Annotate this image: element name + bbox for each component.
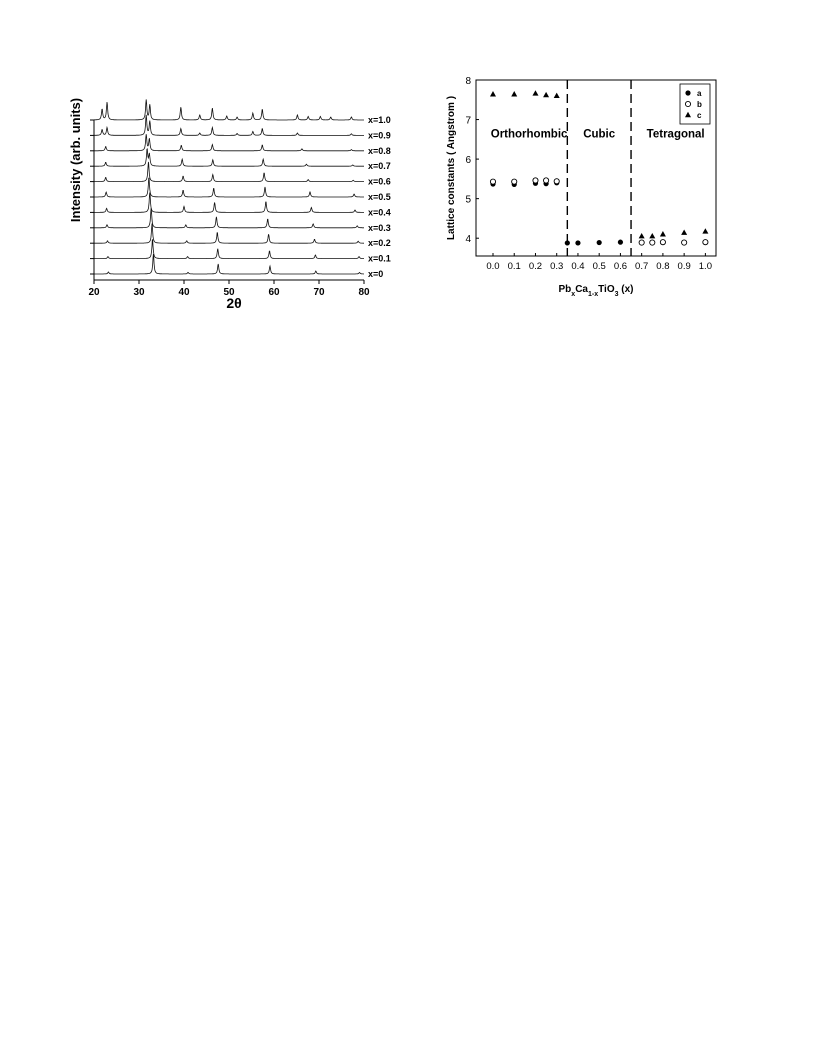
xrd-pattern-trace (94, 162, 364, 182)
phase-region-label: Tetragonal (646, 128, 705, 141)
legend-marker-b (685, 101, 690, 106)
lattice-point-c (702, 228, 708, 233)
xrd-pattern-trace (94, 208, 364, 228)
xrd-x-tick-label: 80 (358, 287, 370, 298)
xrd-pattern-trace (94, 134, 364, 151)
lattice-point-b (543, 178, 548, 183)
xlabel-1x-sub: 1-x (587, 290, 599, 298)
lattice-point-b (682, 240, 687, 245)
lattice-point-b (639, 240, 644, 245)
legend-marker-a (685, 90, 690, 95)
lattice-legend (680, 84, 710, 124)
xrd-pattern-trace (94, 149, 364, 166)
lattice-point-b (533, 178, 538, 183)
lattice-x-tick-label: 0.1 (507, 261, 521, 272)
xrd-x-tick-label: 30 (133, 287, 145, 298)
lattice-x-tick-label: 0.2 (528, 261, 543, 272)
xrd-series-label: x=0.8 (368, 145, 391, 156)
lattice-point-b (512, 179, 517, 184)
lattice-y-tick-label: 5 (465, 194, 471, 206)
lattice-point-c (660, 231, 666, 236)
xrd-series-label: x=0.9 (368, 130, 391, 141)
lattice-point-c (532, 90, 538, 95)
xrd-pattern-trace (94, 115, 364, 135)
xrd-series-label: x=1.0 (368, 115, 391, 125)
xlabel-tail: (x) (618, 284, 634, 295)
lattice-y-tick-label: 4 (465, 234, 471, 246)
xrd-x-tick-label: 50 (223, 287, 235, 298)
xrd-series-label: x=0.4 (368, 207, 391, 218)
xlabel-ca: Ca (575, 284, 588, 295)
xlabel-pb: Pb (558, 284, 572, 295)
lattice-x-tick-label: 0.9 (677, 261, 691, 272)
xrd-pattern-trace (94, 99, 364, 120)
xrd-y-axis-label: Intensity (arb. units) (68, 97, 83, 223)
xrd-chart (64, 74, 391, 324)
lattice-point-c (511, 91, 517, 96)
lattice-x-tick-label: 0.0 (486, 261, 500, 272)
xrd-series-label: x=0.6 (368, 176, 391, 187)
phase-region-label: Orthorhombic (490, 128, 568, 141)
lattice-x-tick-label: 1.0 (698, 261, 712, 272)
xlabel-tio: TiO (598, 284, 615, 295)
xrd-pattern-trace (94, 192, 364, 212)
xrd-x-tick-label: 20 (88, 287, 100, 298)
lattice-x-tick-label: 0.8 (656, 261, 670, 272)
lattice-point-b (650, 240, 655, 245)
lattice-point-c (639, 233, 645, 238)
lattice-point-a (575, 240, 580, 245)
xrd-x-tick-label: 40 (178, 287, 190, 298)
xrd-series-label: x=0.2 (368, 238, 391, 249)
lattice-point-b (703, 240, 708, 245)
xrd-pattern-trace (94, 240, 364, 259)
lattice-chart (440, 74, 740, 304)
xrd-series-label: x=0.7 (368, 161, 391, 172)
xlabel-x-sub: x (571, 290, 576, 298)
lattice-point-a (597, 240, 602, 245)
lattice-x-tick-label: 0.4 (571, 261, 585, 272)
lattice-x-tick-label: 0.6 (613, 261, 628, 272)
lattice-y-tick-label: 6 (465, 155, 471, 167)
xrd-pattern-trace (94, 224, 364, 244)
xrd-series-label: x=0.3 (368, 222, 391, 233)
xrd-x-axis-label: 2θ (226, 295, 242, 311)
lattice-y-tick-label: 7 (465, 115, 471, 127)
lattice-plot (440, 74, 740, 304)
lattice-y-axis-label: Lattice constants ( Angstrom ) (446, 95, 457, 241)
xrd-pattern-trace (94, 178, 364, 197)
lattice-point-b (660, 240, 665, 245)
lattice-x-tick-label: 0.3 (550, 261, 564, 272)
legend-label-b: b (697, 100, 702, 109)
xrd-series-label: x=0 (368, 269, 384, 279)
xrd-x-tick-label: 60 (268, 287, 280, 298)
lattice-point-c (543, 92, 549, 97)
xrd-pattern-trace (94, 254, 364, 274)
lattice-point-c (649, 233, 655, 238)
lattice-point-c (554, 93, 560, 98)
phase-region-label: Cubic (583, 128, 616, 141)
lattice-x-tick-label: 0.5 (592, 261, 606, 272)
lattice-point-a (618, 240, 623, 245)
lattice-x-axis-label (559, 284, 634, 298)
xrd-plot (64, 74, 391, 324)
legend-label-a: a (697, 89, 702, 98)
lattice-y-tick-label: 8 (465, 76, 471, 87)
lattice-point-b (554, 179, 559, 184)
lattice-point-c (490, 91, 496, 96)
lattice-x-tick-label: 0.7 (635, 261, 649, 272)
legend-label-c: c (697, 111, 702, 120)
lattice-point-a (565, 240, 570, 245)
xrd-x-tick-label: 70 (313, 287, 325, 298)
xrd-series-label: x=0.1 (368, 253, 391, 264)
lattice-point-c (681, 229, 687, 234)
lattice-point-b (490, 179, 495, 184)
xlabel-3-sub: 3 (614, 290, 619, 298)
xrd-series-label: x=0.5 (368, 192, 391, 202)
